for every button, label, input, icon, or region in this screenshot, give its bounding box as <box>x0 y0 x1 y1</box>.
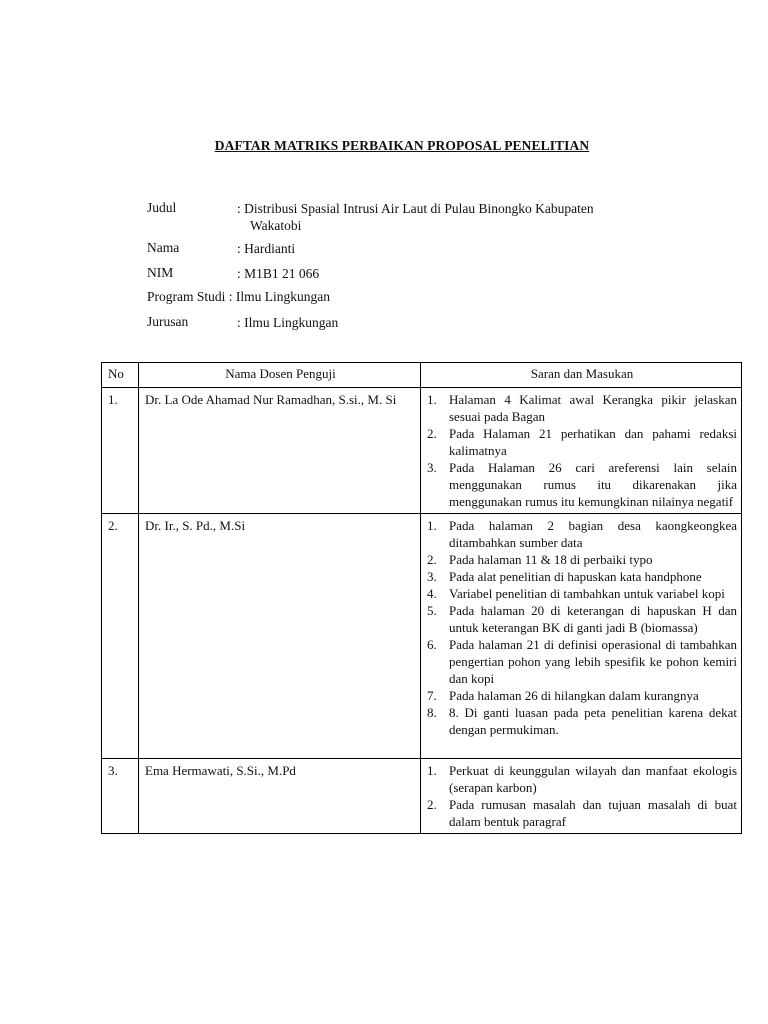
suggestion-number: 2. <box>427 426 437 441</box>
meta-row-judul <box>147 200 657 240</box>
suggestion-number: 1. <box>427 763 437 778</box>
meta-row-jurusan <box>147 314 657 339</box>
suggestion-number: 2. <box>427 552 437 567</box>
table-row <box>102 759 742 834</box>
nim-value: : M1B1 21 066 <box>237 265 320 281</box>
suggestion-text: Halaman 4 Kalimat awal Kerangka pikir jelaskan sesuai pada Bagan <box>449 392 737 424</box>
suggestion-item <box>427 704 737 738</box>
suggestion-number: 7. <box>427 688 437 703</box>
suggestion-number: 5. <box>427 603 437 618</box>
examiner-name: Ema Hermawati, S.Si., M.Pd <box>139 759 421 834</box>
row-number: 2. <box>102 514 139 759</box>
table-row <box>102 388 742 514</box>
suggestion-text: Pada rumusan masalah dan tujuan masalah di buat dalam bentuk paragraf <box>449 797 737 829</box>
suggestion-text: Pada halaman 26 di hilangkan dalam kurangnya <box>449 688 699 703</box>
examiner-name: Dr. La Ode Ahamad Nur Ramadhan, S.si., M. Si <box>139 388 421 514</box>
meta-row-nim <box>147 265 657 290</box>
suggestion-item <box>427 391 737 425</box>
jurusan-value: : Ilmu Lingkungan <box>237 314 339 330</box>
header-examiner: Nama Dosen Penguji <box>139 363 421 388</box>
suggestion-item <box>427 602 737 636</box>
suggestion-item <box>427 687 737 704</box>
suggestion-number: 3. <box>427 569 437 584</box>
meta-row-prodi <box>147 289 657 314</box>
row-number: 1. <box>102 388 139 514</box>
suggestion-text: Perkuat di keunggulan wilayah dan manfaat ekologis (serapan karbon) <box>449 763 737 795</box>
suggestions-list <box>427 391 737 510</box>
suggestion-number: 2. <box>427 797 437 812</box>
suggestion-number: 1. <box>427 392 437 407</box>
document-title: DAFTAR MATRIKS PERBAIKAN PROPOSAL PENELITIAN <box>214 138 590 153</box>
suggestions-list <box>427 762 737 830</box>
suggestion-text: 8. Di ganti luasan pada peta penelitian karena dekat dengan permukiman. <box>449 705 737 737</box>
suggestion-number: 4. <box>427 586 437 601</box>
nim-label: NIM <box>147 264 174 280</box>
suggestion-text: Pada Halaman 26 cari areferensi lain selain menggunakan rumus itu dikarenakan jika menggunakan rumus itu kemungkinan nilainya negatif <box>449 460 737 509</box>
prodi-text: Program Studi : Ilmu Lingkungan <box>147 289 330 304</box>
table-header-row <box>102 363 742 388</box>
suggestion-item <box>427 585 737 602</box>
suggestion-number: 3. <box>427 460 437 475</box>
suggestion-item <box>427 636 737 687</box>
nama-label: Nama <box>147 240 180 255</box>
suggestion-number: 1. <box>427 518 437 533</box>
suggestion-number: 6. <box>427 637 437 652</box>
proposal-metadata <box>147 200 657 338</box>
suggestions-cell <box>421 514 742 759</box>
suggestion-item <box>427 425 737 459</box>
suggestion-item <box>427 517 737 551</box>
suggestions-cell <box>421 759 742 834</box>
suggestion-text: Pada Halaman 21 perhatikan dan pahami redaksi kalimatnya <box>449 426 737 458</box>
suggestion-item <box>427 568 737 585</box>
suggestion-text: Pada halaman 20 di keterangan di hapuskan H dan untuk keterangan BK di ganti jadi B (biomassa) <box>449 603 737 635</box>
header-no: No <box>102 363 139 388</box>
suggestions-cell <box>421 388 742 514</box>
suggestion-item <box>427 551 737 568</box>
table-row <box>102 514 742 759</box>
suggestion-text: Pada alat penelitian di hapuskan kata handphone <box>449 569 702 584</box>
header-suggestions: Saran dan Masukan <box>421 363 742 388</box>
judul-value-line1: : Distribusi Spasial Intrusi Air Laut di Pulau Binongko Kabupaten <box>237 201 594 216</box>
meta-row-nama <box>147 240 657 265</box>
judul-value <box>237 200 657 234</box>
examiner-name: Dr. Ir., S. Pd., M.Si <box>139 514 421 759</box>
suggestion-text: Variabel penelitian di tambahkan untuk variabel kopi <box>449 586 725 601</box>
suggestion-item <box>427 762 737 796</box>
suggestion-item <box>427 796 737 830</box>
suggestion-item <box>427 459 737 510</box>
suggestion-text: Pada halaman 11 & 18 di perbaiki typo <box>449 552 653 567</box>
jurusan-label: Jurusan <box>147 313 189 329</box>
suggestion-text: Pada halaman 2 bagian desa kaongkeongkea ditambahkan sumber data <box>449 518 737 550</box>
revision-matrix-table <box>101 362 742 834</box>
suggestion-text: Pada halaman 21 di definisi operasional di tambahkan pengertian pohon yang lebih spesifik ke pohon kemiri dan kopi <box>449 637 737 686</box>
nama-value: : Hardianti <box>237 241 296 256</box>
row-number: 3. <box>102 759 139 834</box>
suggestion-number: 8. <box>427 705 437 720</box>
suggestions-list <box>427 517 737 738</box>
judul-value-line2: Wakatobi <box>250 218 302 233</box>
judul-label: Judul <box>147 200 177 215</box>
